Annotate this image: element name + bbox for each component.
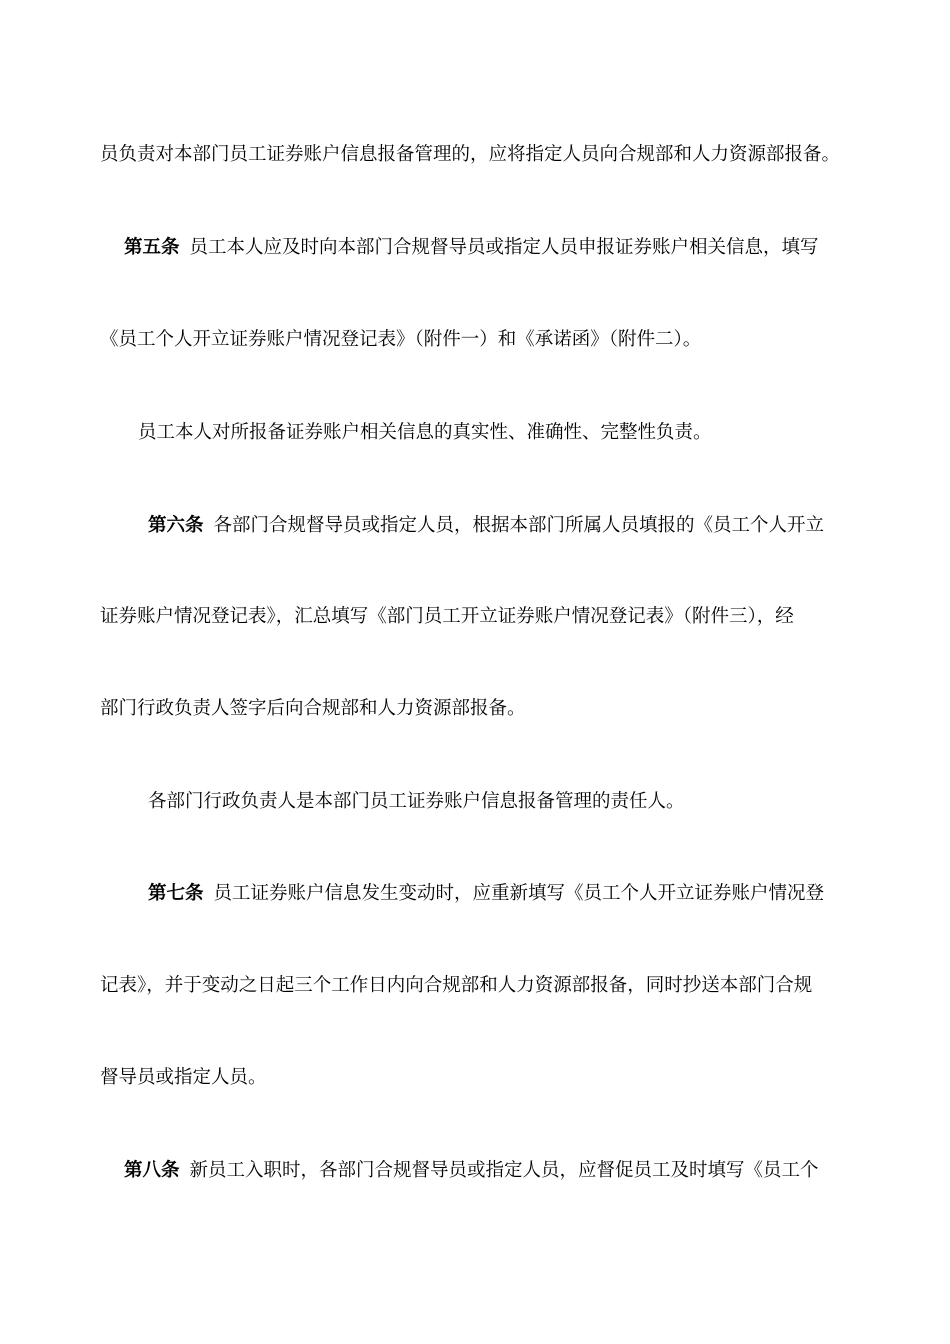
line-text: 各部门行政负责人是本部门员工证券账户信息报备管理的责任人。	[148, 791, 685, 812]
paragraph-line-2	[124, 235, 848, 261]
line-text: 证券账户情况登记表》，汇总填写《部门员工开立证券账户情况登记表》（附件三），经	[100, 606, 794, 627]
article-number-5: 第五条	[124, 237, 180, 258]
paragraph-line-7	[100, 696, 852, 722]
paragraph-line-3	[100, 327, 852, 353]
line-text: 员工本人应及时向本部门合规督导员或指定人员申报证券账户相关信息，填写	[189, 237, 819, 258]
article-number-6: 第六条	[148, 515, 204, 536]
line-text: 各部门合规督导员或指定人员，根据本部门所属人员填报的《员工个人开立	[213, 515, 825, 536]
paragraph-line-9	[148, 881, 848, 907]
paragraph-line-8	[148, 789, 848, 815]
line-text: 员工证券账户信息发生变动时，应重新填写《员工个人开立证券账户情况登	[213, 883, 825, 904]
paragraph-line-12	[124, 1158, 848, 1184]
article-number-7: 第七条	[148, 883, 204, 904]
paragraph-line-5	[148, 513, 848, 539]
paragraph-line-1	[100, 142, 852, 168]
line-text: 记表》，并于变动之日起三个工作日内向合规部和人力资源部报备，同时抄送本部门合规	[100, 975, 813, 996]
paragraph-line-11	[100, 1065, 852, 1091]
line-text: 督导员或指定人员。	[100, 1067, 267, 1088]
paragraph-line-4	[138, 420, 838, 446]
article-number-8: 第八条	[124, 1160, 180, 1181]
paragraph-line-10	[100, 973, 852, 999]
line-text: 员工本人对所报备证券账户相关信息的真实性、准确性、完整性负责。	[138, 422, 712, 443]
line-text: 部门行政负责人签字后向合规部和人力资源部报备。	[100, 698, 526, 719]
paragraph-line-6	[100, 604, 852, 630]
line-text: 新员工入职时，各部门合规督导员或指定人员，应督促员工及时填写《员工个	[189, 1160, 819, 1181]
line-text: 《员工个人开立证券账户情况登记表》（附件一）和《承诺函》（附件二）。	[100, 329, 702, 350]
line-text: 员负责对本部门员工证券账户信息报备管理的，应将指定人员向合规部和人力资源部报备。	[100, 144, 841, 165]
